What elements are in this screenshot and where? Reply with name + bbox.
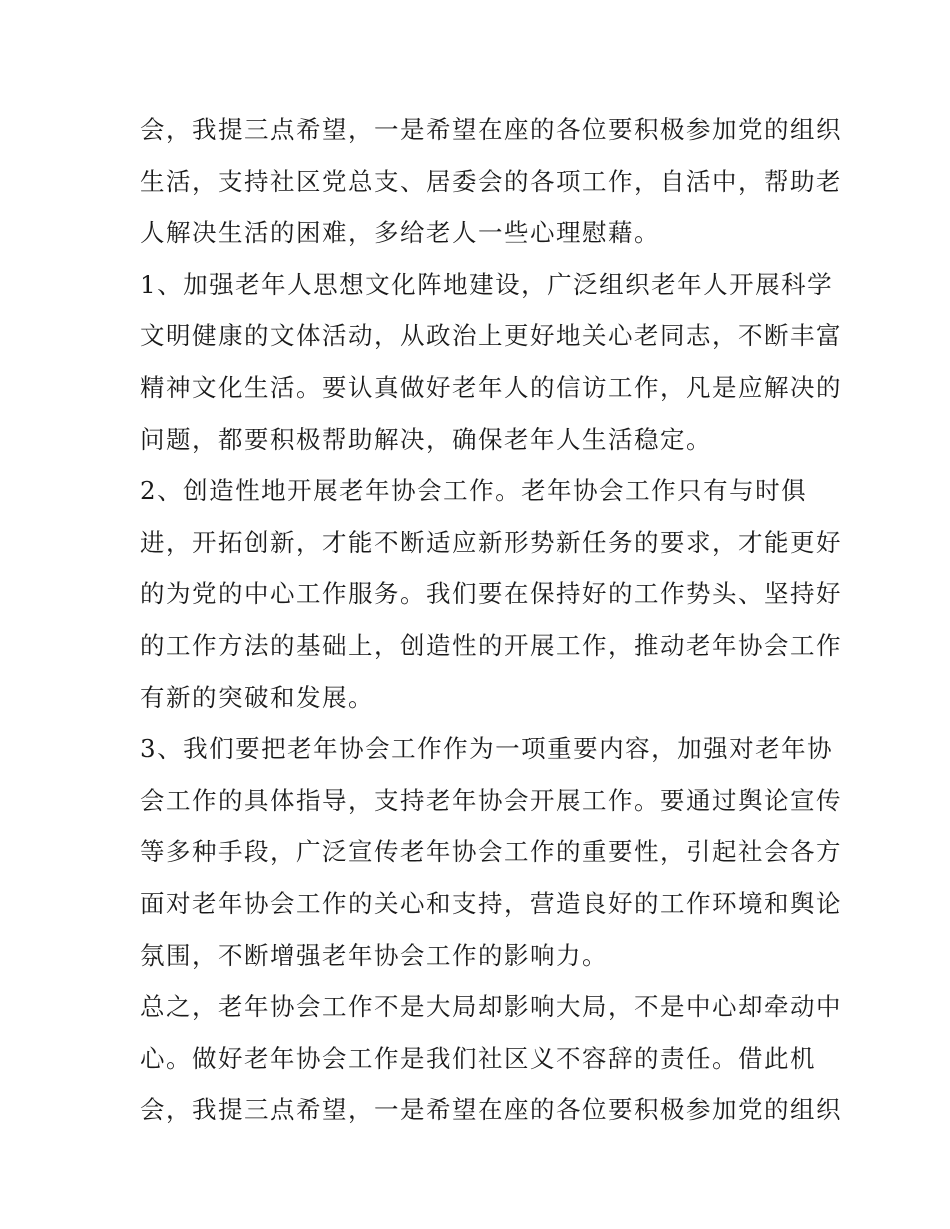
text-line: 精神文化生活。要认真做好老年人的信访工作，凡是应解决的 — [140, 372, 842, 402]
text-line: 人解决生活的困难，多给老人一些心理慰藉。 — [140, 218, 660, 248]
text-line: 心。做好老年协会工作是我们社区义不容辞的责任。借此机 — [140, 1043, 816, 1073]
text-line: 总之，老年协会工作不是大局却影响大局，不是中心却牵动中 — [140, 992, 842, 1022]
text-line: 2、创造性地开展老年协会工作。老年协会工作只有与时俱 — [140, 476, 808, 506]
text-line: 文明健康的文体活动，从政治上更好地关心老同志，不断丰富 — [140, 321, 842, 351]
text-line: 会，我提三点希望，一是希望在座的各位要积极参加党的组织 — [140, 1095, 842, 1125]
text-line: 会，我提三点希望，一是希望在座的各位要积极参加党的组织 — [140, 115, 842, 144]
text-line: 氛围，不断增强老年协会工作的影响力。 — [140, 940, 608, 970]
text-line: 有新的突破和发展。 — [140, 682, 374, 712]
text-line: 1、加强老年人思想文化阵地建设，广泛组织老年人开展科学 — [140, 269, 834, 299]
text-line: 等多种手段，广泛宣传老年协会工作的重要性，引起社会各方 — [140, 837, 842, 867]
text-line: 的为党的中心工作服务。我们要在保持好的工作势头、坚持好 — [140, 579, 842, 609]
text-line: 生活，支持社区党总支、居委会的各项工作，自活中，帮助老 — [140, 166, 842, 196]
document-body — [140, 104, 842, 1136]
text-line: 面对老年协会工作的关心和支持，营造良好的工作环境和舆论 — [140, 888, 842, 918]
text-line: 的工作方法的基础上，创造性的开展工作，推动老年协会工作 — [140, 630, 842, 660]
text-line: 问题，都要积极帮助解决，确保老年人生活稳定。 — [140, 424, 712, 454]
text-line: 会工作的具体指导，支持老年协会开展工作。要通过舆论宣传 — [140, 785, 842, 815]
text-line: 进，开拓创新，才能不断适应新形势新任务的要求，才能更好 — [140, 527, 842, 557]
text-line: 3、我们要把老年协会工作作为一项重要内容，加强对老年协 — [140, 734, 834, 764]
